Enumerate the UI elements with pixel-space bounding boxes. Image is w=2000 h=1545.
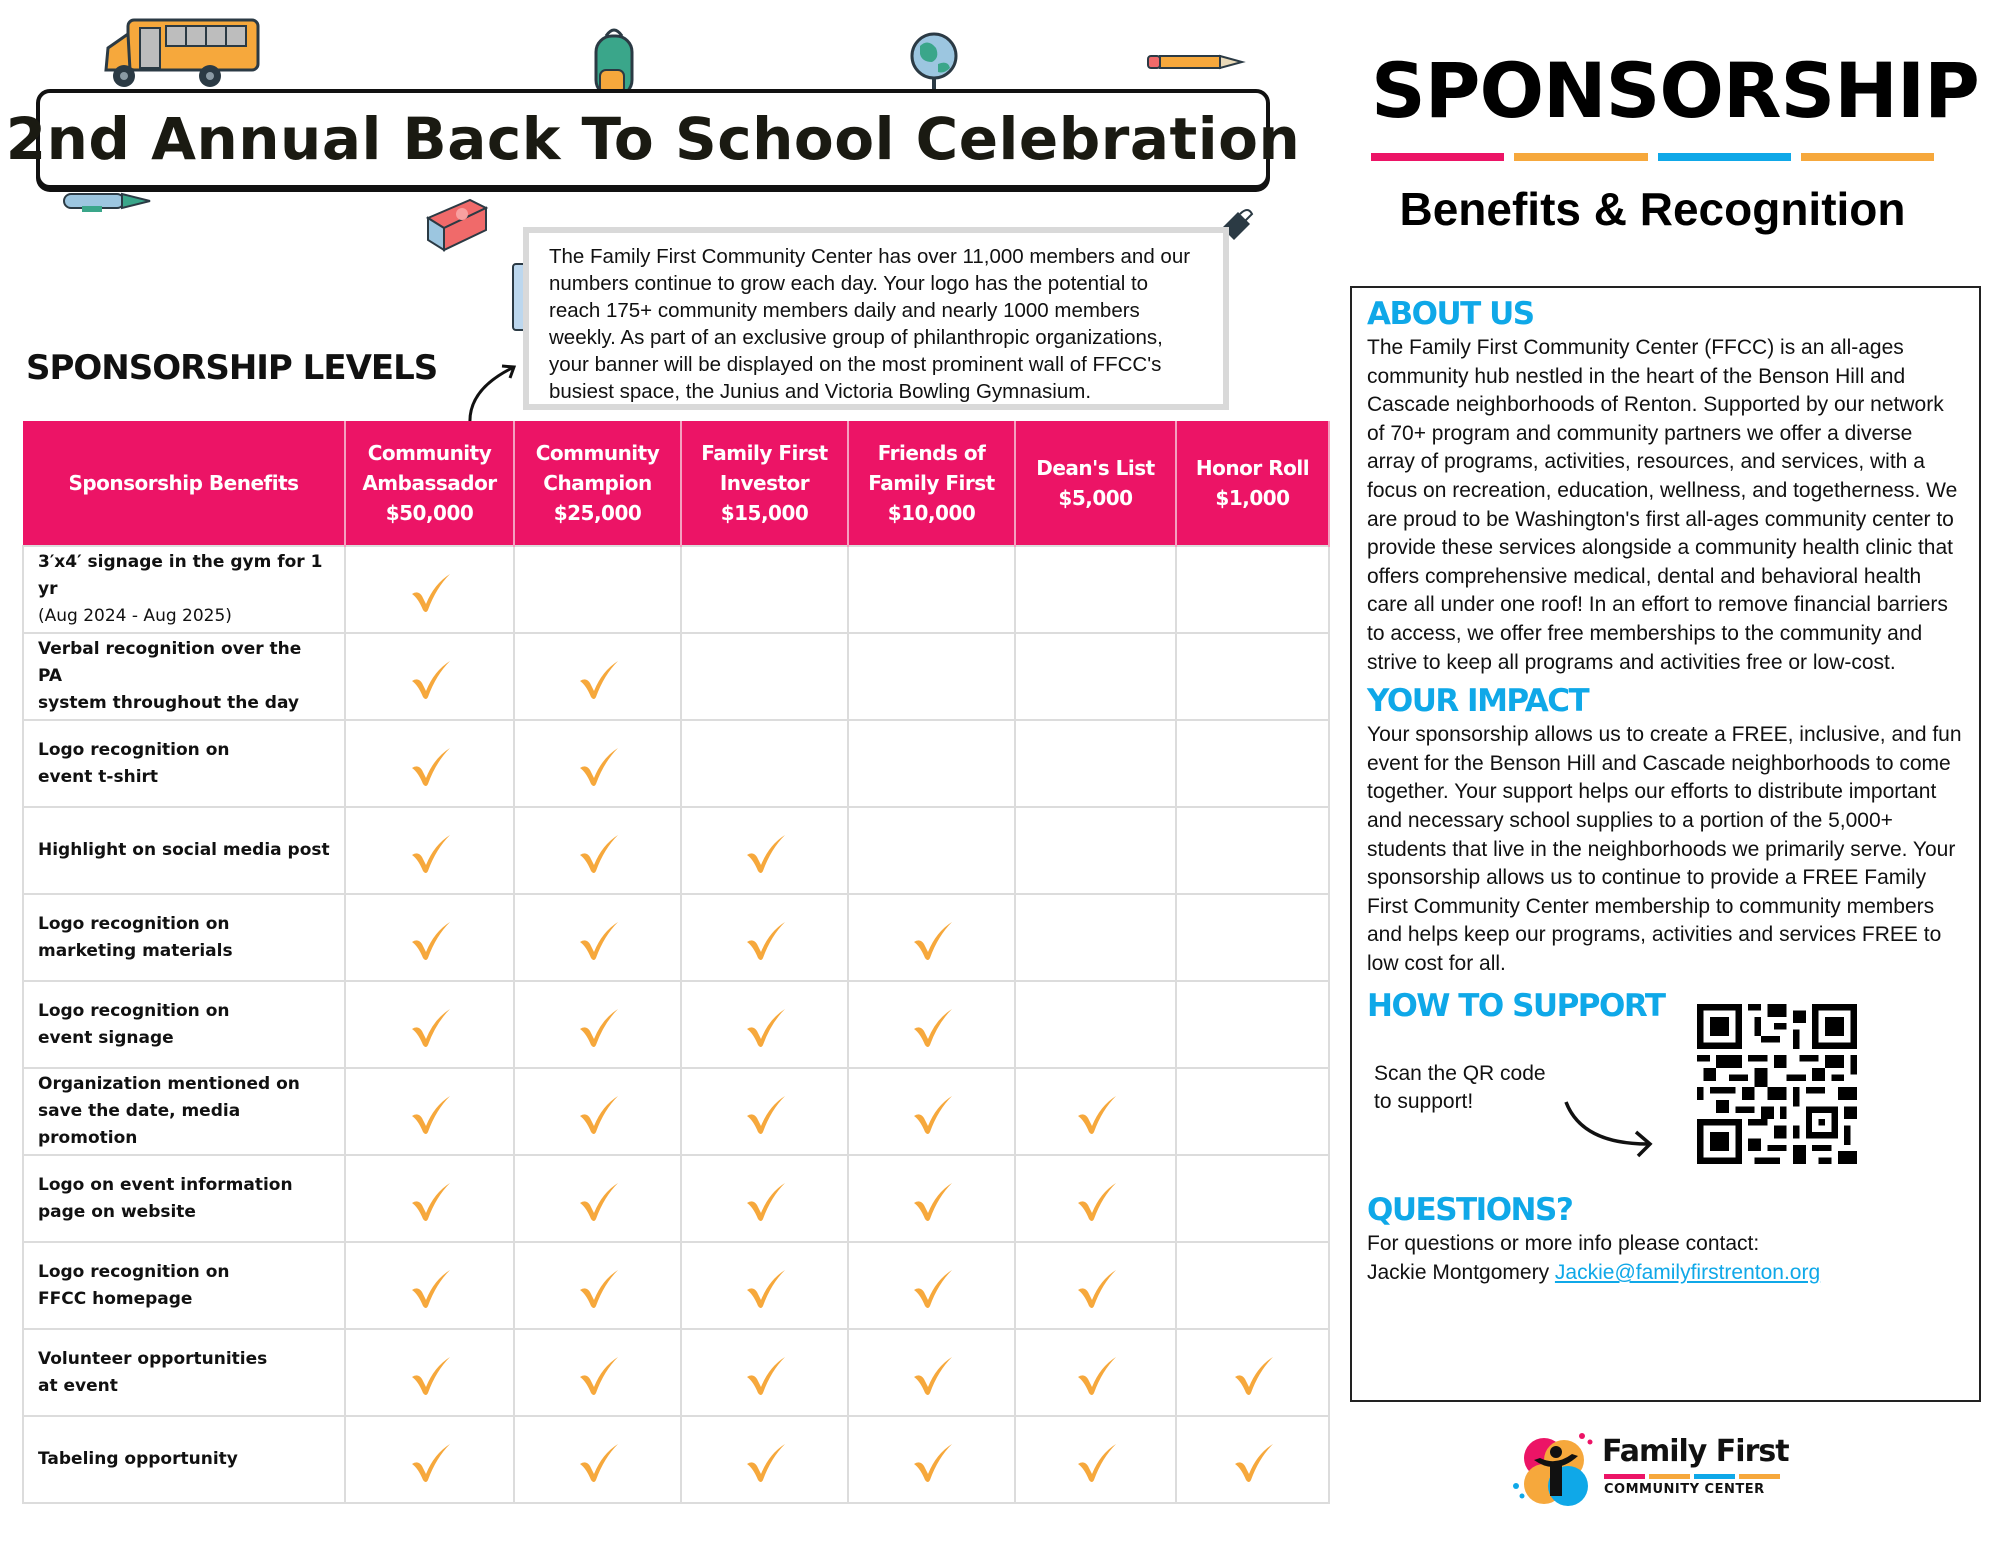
benefit-label-line2: FFCC homepage: [38, 1288, 193, 1309]
benefit-cell: [23, 1068, 345, 1155]
benefit-label-line2: (Aug 2024 - Aug 2025): [38, 606, 232, 626]
check-cell-community-champion: [514, 894, 681, 981]
benefit-cell: [23, 807, 345, 894]
your-impact-heading: YOUR IMPACT: [1367, 683, 1589, 720]
check-cell-honor-roll: [1176, 633, 1329, 720]
your-impact-section: [1367, 681, 1963, 978]
check-cell-deans-list: [1015, 1068, 1176, 1155]
questions-section: [1367, 1190, 1963, 1287]
check-cell-family-first-investor: [681, 1242, 848, 1329]
family-first-logo: [1510, 1424, 1800, 1514]
table-row: [23, 1329, 1329, 1416]
benefit-cell: [23, 1242, 345, 1329]
checkmark-icon: [576, 657, 620, 701]
benefit-label: Highlight on social media post: [38, 840, 330, 860]
checkmark-icon: [408, 1179, 452, 1223]
check-cell-community-ambassador: [345, 1416, 514, 1503]
check-cell-honor-roll: [1176, 546, 1329, 633]
table-row: [23, 981, 1329, 1068]
check-cell-community-ambassador: [345, 1329, 514, 1416]
check-cell-friends-of-family-first: [848, 633, 1015, 720]
checkmark-icon: [576, 918, 620, 962]
checkmark-icon: [408, 831, 452, 875]
check-cell-deans-list: [1015, 1155, 1176, 1242]
table-row: [23, 1155, 1329, 1242]
checkmark-icon: [408, 570, 452, 614]
checkmark-icon: [576, 1440, 620, 1484]
check-cell-family-first-investor: [681, 1416, 848, 1503]
check-cell-community-champion: [514, 1155, 681, 1242]
check-cell-friends-of-family-first: [848, 546, 1015, 633]
check-cell-community-champion: [514, 807, 681, 894]
column-header-community-champion: Community Champion $25,000: [514, 421, 681, 546]
benefit-cell: [23, 720, 345, 807]
checkmark-icon: [743, 918, 787, 962]
benefit-label: Verbal recognition over the PA: [38, 639, 302, 686]
checkmark-icon: [910, 1092, 954, 1136]
checkmark-icon: [910, 1005, 954, 1049]
checkmark-icon: [910, 1353, 954, 1397]
table-row: [23, 546, 1329, 633]
pen-icon: [62, 190, 158, 214]
check-cell-community-ambassador: [345, 633, 514, 720]
benefit-label-line2: system throughout the day: [38, 693, 299, 713]
logo-color-bars: [1604, 1474, 1780, 1479]
check-cell-honor-roll: [1176, 1242, 1329, 1329]
check-cell-deans-list: [1015, 546, 1176, 633]
check-cell-community-champion: [514, 1242, 681, 1329]
table-row: [23, 1068, 1329, 1155]
checkmark-icon: [576, 1179, 620, 1223]
scan-instructions: Scan the QR code to support!: [1374, 1062, 1546, 1114]
check-cell-deans-list: [1015, 1329, 1176, 1416]
check-cell-friends-of-family-first: [848, 1329, 1015, 1416]
checkmark-icon: [743, 1266, 787, 1310]
checkmark-icon: [743, 1092, 787, 1136]
benefit-cell: [23, 981, 345, 1068]
benefit-label: Logo on event information: [38, 1174, 293, 1195]
sponsorship-levels-title: SPONSORSHIP LEVELS: [26, 348, 438, 388]
check-cell-family-first-investor: [681, 1068, 848, 1155]
divider-bar-orange-2: [1801, 153, 1934, 161]
benefit-cell: [23, 1329, 345, 1416]
checkmark-icon: [1074, 1440, 1118, 1484]
check-cell-deans-list: [1015, 633, 1176, 720]
checkmark-icon: [576, 1353, 620, 1397]
intro-text: The Family First Community Center has over 11,000 members and our numbers continue to grow each day. Your logo has the potential to reach 175+ community members daily and nearly 1000 members weekly. As part of an exclusive group of philanthropic organizations, your banner will be displayed on the most prominent wall of FFCC's busiest space, the Junius and Victoria Bowling Gymnasium.: [549, 245, 1191, 403]
checkmark-icon: [576, 1005, 620, 1049]
table-row: [23, 633, 1329, 720]
page-subheadline: Benefits & Recognition: [1399, 183, 1906, 235]
check-cell-community-ambassador: [345, 981, 514, 1068]
table-row: [23, 1416, 1329, 1503]
check-cell-honor-roll: [1176, 807, 1329, 894]
check-cell-family-first-investor: [681, 807, 848, 894]
checkmark-icon: [1074, 1179, 1118, 1223]
school-bus-icon: [100, 14, 265, 90]
table-row: [23, 894, 1329, 981]
checkmark-icon: [576, 744, 620, 788]
logo-name: Family First: [1602, 1434, 1789, 1469]
checkmark-icon: [1074, 1266, 1118, 1310]
check-cell-deans-list: [1015, 807, 1176, 894]
check-cell-community-ambassador: [345, 1242, 514, 1329]
divider-bar-blue: [1658, 153, 1791, 161]
check-cell-family-first-investor: [681, 894, 848, 981]
color-divider: [1371, 153, 1934, 161]
checkmark-icon: [576, 1266, 620, 1310]
check-cell-friends-of-family-first: [848, 894, 1015, 981]
check-cell-honor-roll: [1176, 1416, 1329, 1503]
table-header-row: [23, 421, 1329, 546]
questions-heading: QUESTIONS?: [1367, 1192, 1573, 1229]
check-cell-family-first-investor: [681, 720, 848, 807]
benefit-label-line2: at event: [38, 1375, 118, 1396]
benefit-cell: [23, 633, 345, 720]
check-cell-honor-roll: [1176, 1329, 1329, 1416]
check-cell-community-champion: [514, 633, 681, 720]
checkmark-icon: [1074, 1353, 1118, 1397]
checkmark-icon: [910, 1179, 954, 1223]
check-cell-friends-of-family-first: [848, 981, 1015, 1068]
pencil-icon: [1146, 52, 1246, 72]
checkmark-icon: [408, 918, 452, 962]
checkmark-icon: [408, 1266, 452, 1310]
benefit-label-line2: event signage: [38, 1027, 174, 1048]
benefit-label-line2: marketing materials: [38, 940, 233, 961]
checkmark-icon: [743, 831, 787, 875]
benefit-label: Volunteer opportunities: [38, 1348, 268, 1369]
column-header-community-ambassador: Community Ambassador $50,000: [345, 421, 514, 546]
questions-prompt: For questions or more info please contact:: [1367, 1232, 1760, 1256]
check-cell-community-ambassador: [345, 894, 514, 981]
column-header-benefits: Sponsorship Benefits: [23, 421, 345, 546]
check-cell-deans-list: [1015, 1242, 1176, 1329]
checkmark-icon: [743, 1353, 787, 1397]
check-cell-community-ambassador: [345, 807, 514, 894]
check-cell-community-ambassador: [345, 720, 514, 807]
checkmark-icon: [408, 657, 452, 701]
benefit-label: Logo recognition on: [38, 1000, 230, 1021]
column-header-deans-list: Dean's List $5,000: [1015, 421, 1176, 546]
arrow-to-qr-icon: [1562, 1098, 1662, 1162]
benefit-cell: [23, 894, 345, 981]
check-cell-friends-of-family-first: [848, 1416, 1015, 1503]
intro-callout: [523, 227, 1229, 410]
checkmark-icon: [743, 1179, 787, 1223]
check-cell-family-first-investor: [681, 1155, 848, 1242]
checkmark-icon: [408, 1353, 452, 1397]
check-cell-friends-of-family-first: [848, 720, 1015, 807]
benefit-cell: [23, 1155, 345, 1242]
contact-name: Jackie Montgomery: [1367, 1261, 1550, 1285]
check-cell-community-champion: [514, 1329, 681, 1416]
logo-subtitle: COMMUNITY CENTER: [1604, 1482, 1765, 1497]
page-headline: SPONSORSHIP: [1371, 46, 1979, 135]
event-title: 2nd Annual Back To School Celebration: [5, 105, 1301, 173]
table-row: [23, 1242, 1329, 1329]
check-cell-honor-roll: [1176, 981, 1329, 1068]
check-cell-family-first-investor: [681, 546, 848, 633]
contact-line: [1367, 1259, 1963, 1288]
check-cell-community-ambassador: [345, 1068, 514, 1155]
check-cell-friends-of-family-first: [848, 1242, 1015, 1329]
benefit-label-line2: save the date, media promotion: [38, 1101, 241, 1148]
contact-email-link[interactable]: Jackie@familyfirstrenton.org: [1554, 1261, 1821, 1285]
your-impact-text: Your sponsorship allows us to create a FREE, inclusive, and fun event for the Benson Hill and Cascade neighborhoods to come together. Your support helps our efforts to distribute important and necessary school supplies to a portion of the 5,000+ students that live in the neighborhoods we primarily serve. Your sponsorship allows us to continue to provide a FREE Family First Community Center membership to community members and helps keep our programs, activities and services FREE to low cost for all.: [1367, 723, 1962, 975]
sponsorship-levels-table: [22, 421, 1330, 1504]
how-to-support-heading: HOW TO SUPPORT: [1367, 988, 1665, 1025]
benefit-label-line2: event t-shirt: [38, 766, 159, 787]
checkmark-icon: [1231, 1353, 1275, 1397]
check-cell-community-champion: [514, 1416, 681, 1503]
check-cell-community-champion: [514, 546, 681, 633]
about-us-section: [1367, 294, 1963, 677]
curved-arrow-icon: [462, 360, 524, 426]
table-row: [23, 807, 1329, 894]
checkmark-icon: [408, 1005, 452, 1049]
benefit-cell: [23, 546, 345, 633]
benefit-label: Tabeling opportunity: [38, 1449, 238, 1469]
column-header-friends-of-family-first: Friends of Family First $10,000: [848, 421, 1015, 546]
check-cell-deans-list: [1015, 1416, 1176, 1503]
column-header-family-first-investor: Family First Investor $15,000: [681, 421, 848, 546]
check-cell-deans-list: [1015, 894, 1176, 981]
check-cell-deans-list: [1015, 981, 1176, 1068]
event-title-banner: [5, 89, 1301, 189]
divider-bar-pink: [1371, 153, 1504, 161]
check-cell-deans-list: [1015, 720, 1176, 807]
about-us-text: The Family First Community Center (FFCC) is an all-ages community hub nestled in the heart of the Benson Hill and Cascade neighborhoods of Renton. Supported by our network of 70+ program and community partners we offer a diverse array of programs, activities, resources, and services, with a focus on recreation, education, wellness, and togetherness. We are proud to be Washington's first all-ages community center to provide these services alongside a community health clinic that offers comprehensive medical, dental and behavioral health care all under one roof! In an effort to remove financial barriers to access, we offer free memberships to the community and strive to keep all programs and activities free or low-cost.: [1367, 336, 1958, 674]
check-cell-community-ambassador: [345, 546, 514, 633]
check-cell-family-first-investor: [681, 981, 848, 1068]
benefit-label: Organization mentioned on: [38, 1074, 300, 1094]
table-row: [23, 720, 1329, 807]
benefit-label: Logo recognition on: [38, 739, 230, 760]
checkmark-icon: [743, 1005, 787, 1049]
column-header-honor-roll: Honor Roll $1,000: [1176, 421, 1329, 546]
check-cell-friends-of-family-first: [848, 1155, 1015, 1242]
check-cell-community-ambassador: [345, 1155, 514, 1242]
info-panel: [1350, 286, 1981, 1402]
about-us-heading: ABOUT US: [1367, 296, 1534, 332]
benefit-label-line2: page on website: [38, 1201, 196, 1222]
check-cell-community-champion: [514, 720, 681, 807]
check-cell-friends-of-family-first: [848, 807, 1015, 894]
benefit-cell: [23, 1416, 345, 1503]
checkmark-icon: [1074, 1092, 1118, 1136]
qr-code[interactable]: [1697, 1004, 1857, 1164]
checkmark-icon: [743, 1440, 787, 1484]
checkmark-icon: [910, 1266, 954, 1310]
benefit-label: Logo recognition on: [38, 913, 230, 934]
checkmark-icon: [576, 1092, 620, 1136]
check-cell-community-champion: [514, 981, 681, 1068]
check-cell-honor-roll: [1176, 720, 1329, 807]
check-cell-honor-roll: [1176, 1068, 1329, 1155]
check-cell-family-first-investor: [681, 1329, 848, 1416]
check-cell-honor-roll: [1176, 1155, 1329, 1242]
check-cell-community-champion: [514, 1068, 681, 1155]
benefit-label: 3′x4′ signage in the gym for 1 yr: [38, 552, 323, 599]
benefit-label: Logo recognition on: [38, 1261, 230, 1282]
checkmark-icon: [910, 1440, 954, 1484]
checkmark-icon: [576, 831, 620, 875]
checkmark-icon: [408, 744, 452, 788]
check-cell-friends-of-family-first: [848, 1068, 1015, 1155]
logo-mark-icon: [1510, 1430, 1598, 1510]
checkmark-icon: [1231, 1440, 1275, 1484]
backpack-icon: [592, 26, 636, 98]
checkmark-icon: [408, 1092, 452, 1136]
how-to-support-section: [1367, 986, 1963, 1186]
eraser-icon: [422, 194, 492, 254]
check-cell-family-first-investor: [681, 633, 848, 720]
divider-bar-orange: [1514, 153, 1647, 161]
check-cell-honor-roll: [1176, 894, 1329, 981]
checkmark-icon: [910, 918, 954, 962]
checkmark-icon: [408, 1440, 452, 1484]
